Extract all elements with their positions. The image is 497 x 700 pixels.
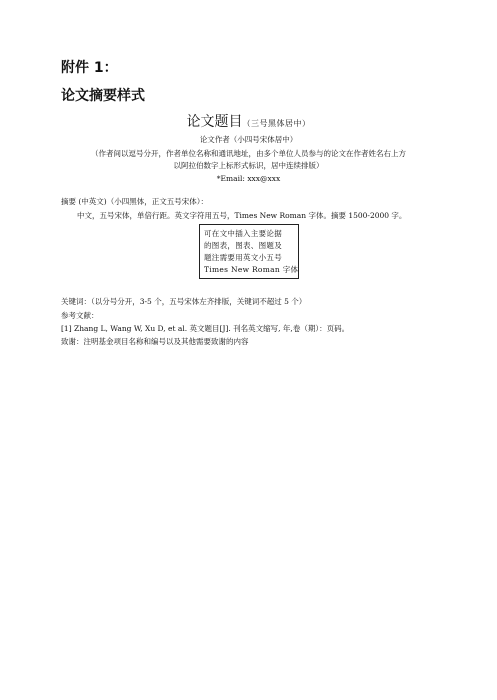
figure-note-box — [199, 224, 299, 279]
email-line: *Email: xxx@xxx — [216, 174, 281, 183]
affiliation-line-2: 以阿拉伯数字上标形式标识，居中连续排版） — [173, 161, 324, 170]
figure-note-line: Times New Roman 字体 — [204, 265, 299, 274]
affiliation-line-1: （作者间以逗号分开，作者单位名称和通讯地址，由多个单位人员参与的论文在作者姓名右上方 — [91, 149, 406, 158]
figure-note-line: 可在文中插入主要论据 — [204, 229, 282, 238]
paper-title-text: 论文题目 — [186, 114, 243, 130]
reference-item: [1] Zhang L, Wang W, Xu D, et al. 英文题目[J]. 刊名英文缩写, 年,卷（期）：页码。 — [61, 324, 350, 333]
acknowledgement-line: 致谢：注明基金项目名称和编号以及其他需要致谢的内容 — [61, 337, 249, 346]
paper-title-note: （三号黑体居中） — [242, 119, 311, 128]
figure-note-line: 题注需要用英文小五号 — [204, 253, 282, 262]
paper-title — [0, 111, 497, 131]
appendix-label: 附件 1： — [61, 60, 118, 76]
author-line: 论文作者（小四号宋体居中） — [199, 135, 298, 144]
sample-title: 论文摘要样式 — [61, 88, 145, 104]
keywords-line: 关键词：（以分号分开，3-5 个，五号宋体左齐排版，关键词不超过 5 个） — [61, 297, 307, 306]
abstract-label: 摘要 (中英文)（小四黑体，正文五号宋体）： — [61, 197, 208, 206]
references-label: 参考文献： — [61, 311, 99, 320]
abstract-body: 中文，五号宋体，单倍行距。英文字符用五号，Times New Roman 字体。摘要 1500-2000 字。 — [77, 211, 407, 220]
figure-note-line: 的图表，图表、图题及 — [204, 241, 282, 250]
